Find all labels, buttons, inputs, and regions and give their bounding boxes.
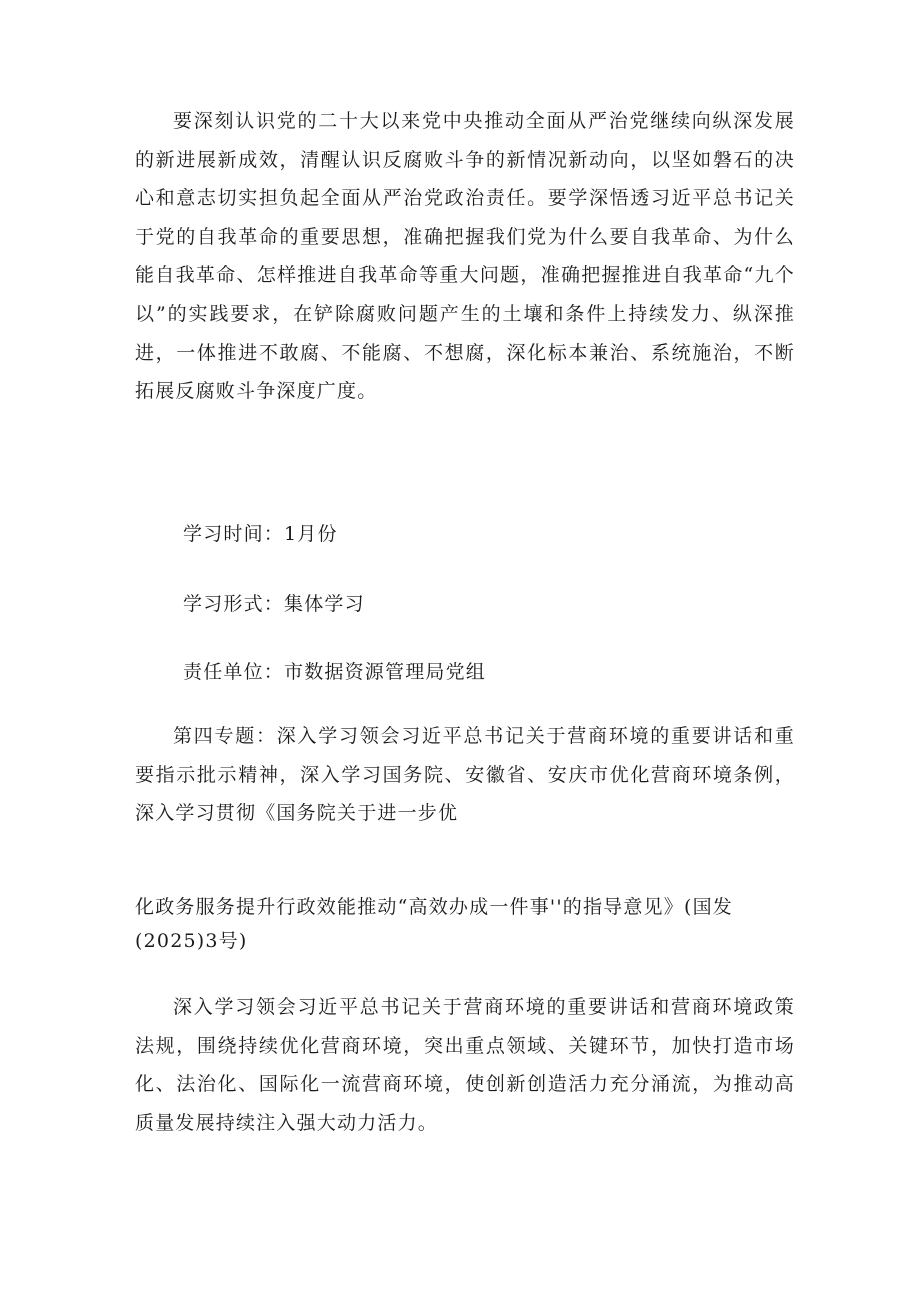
- study-form: 学习形式：集体学习: [183, 593, 365, 615]
- topic-four-continuation-line-2: (2025)3号): [135, 930, 248, 952]
- paragraph-business-environment: 深入学习领会习近平总书记关于营商环境的重要讲话和营商环境政策法规，围绕持续优化营商环境，突出重点领域、关键环节，加快打造市场化、法治化、国际化一流营商环境，使创新创造活力充分涌流，为推动高质量发展持续注入强大动力活力。: [135, 996, 795, 1134]
- topic-four-continuation: [135, 890, 795, 958]
- paragraph-anti-corruption: 要深刻认识党的二十大以来党中央推动全面从严治党继续向纵深发展的新进展新成效，清醒认识反腐败斗争的新情况新动向，以坚如磐石的决心和意志切实担负起全面从严治党政治责任。要学深悟透习近平总书记关于党的自我革命的重要思想，准确把握我们党为什么要自我革命、为什么能自我革命、怎样推进自我革命等重大问题，准确把握推进自我革命“九个以”的实践要求，在铲除腐败问题产生的土壤和条件上持续发力、纵深推进，一体推进不敢腐、不能腐、不想腐，深化标本兼治、系统施治，不断拓展反腐败斗争深度广度。: [135, 110, 795, 403]
- topic-four-continuation-line-1: 化政务服务提升行政效能推动“高效办成一件事''的指导意见》(国发: [135, 896, 733, 918]
- topic-four-heading: 第四专题：深入学习领会习近平总书记关于营商环境的重要讲话和重要指示批示精神，深入学习国务院、安徽省、安庆市优化营商环境条例，深入学习贯彻《国务院关于进一步优: [135, 725, 795, 825]
- study-time: 学习时间：1月份: [183, 523, 338, 545]
- responsible-unit: 责任单位：市数据资源管理局党组: [183, 661, 487, 683]
